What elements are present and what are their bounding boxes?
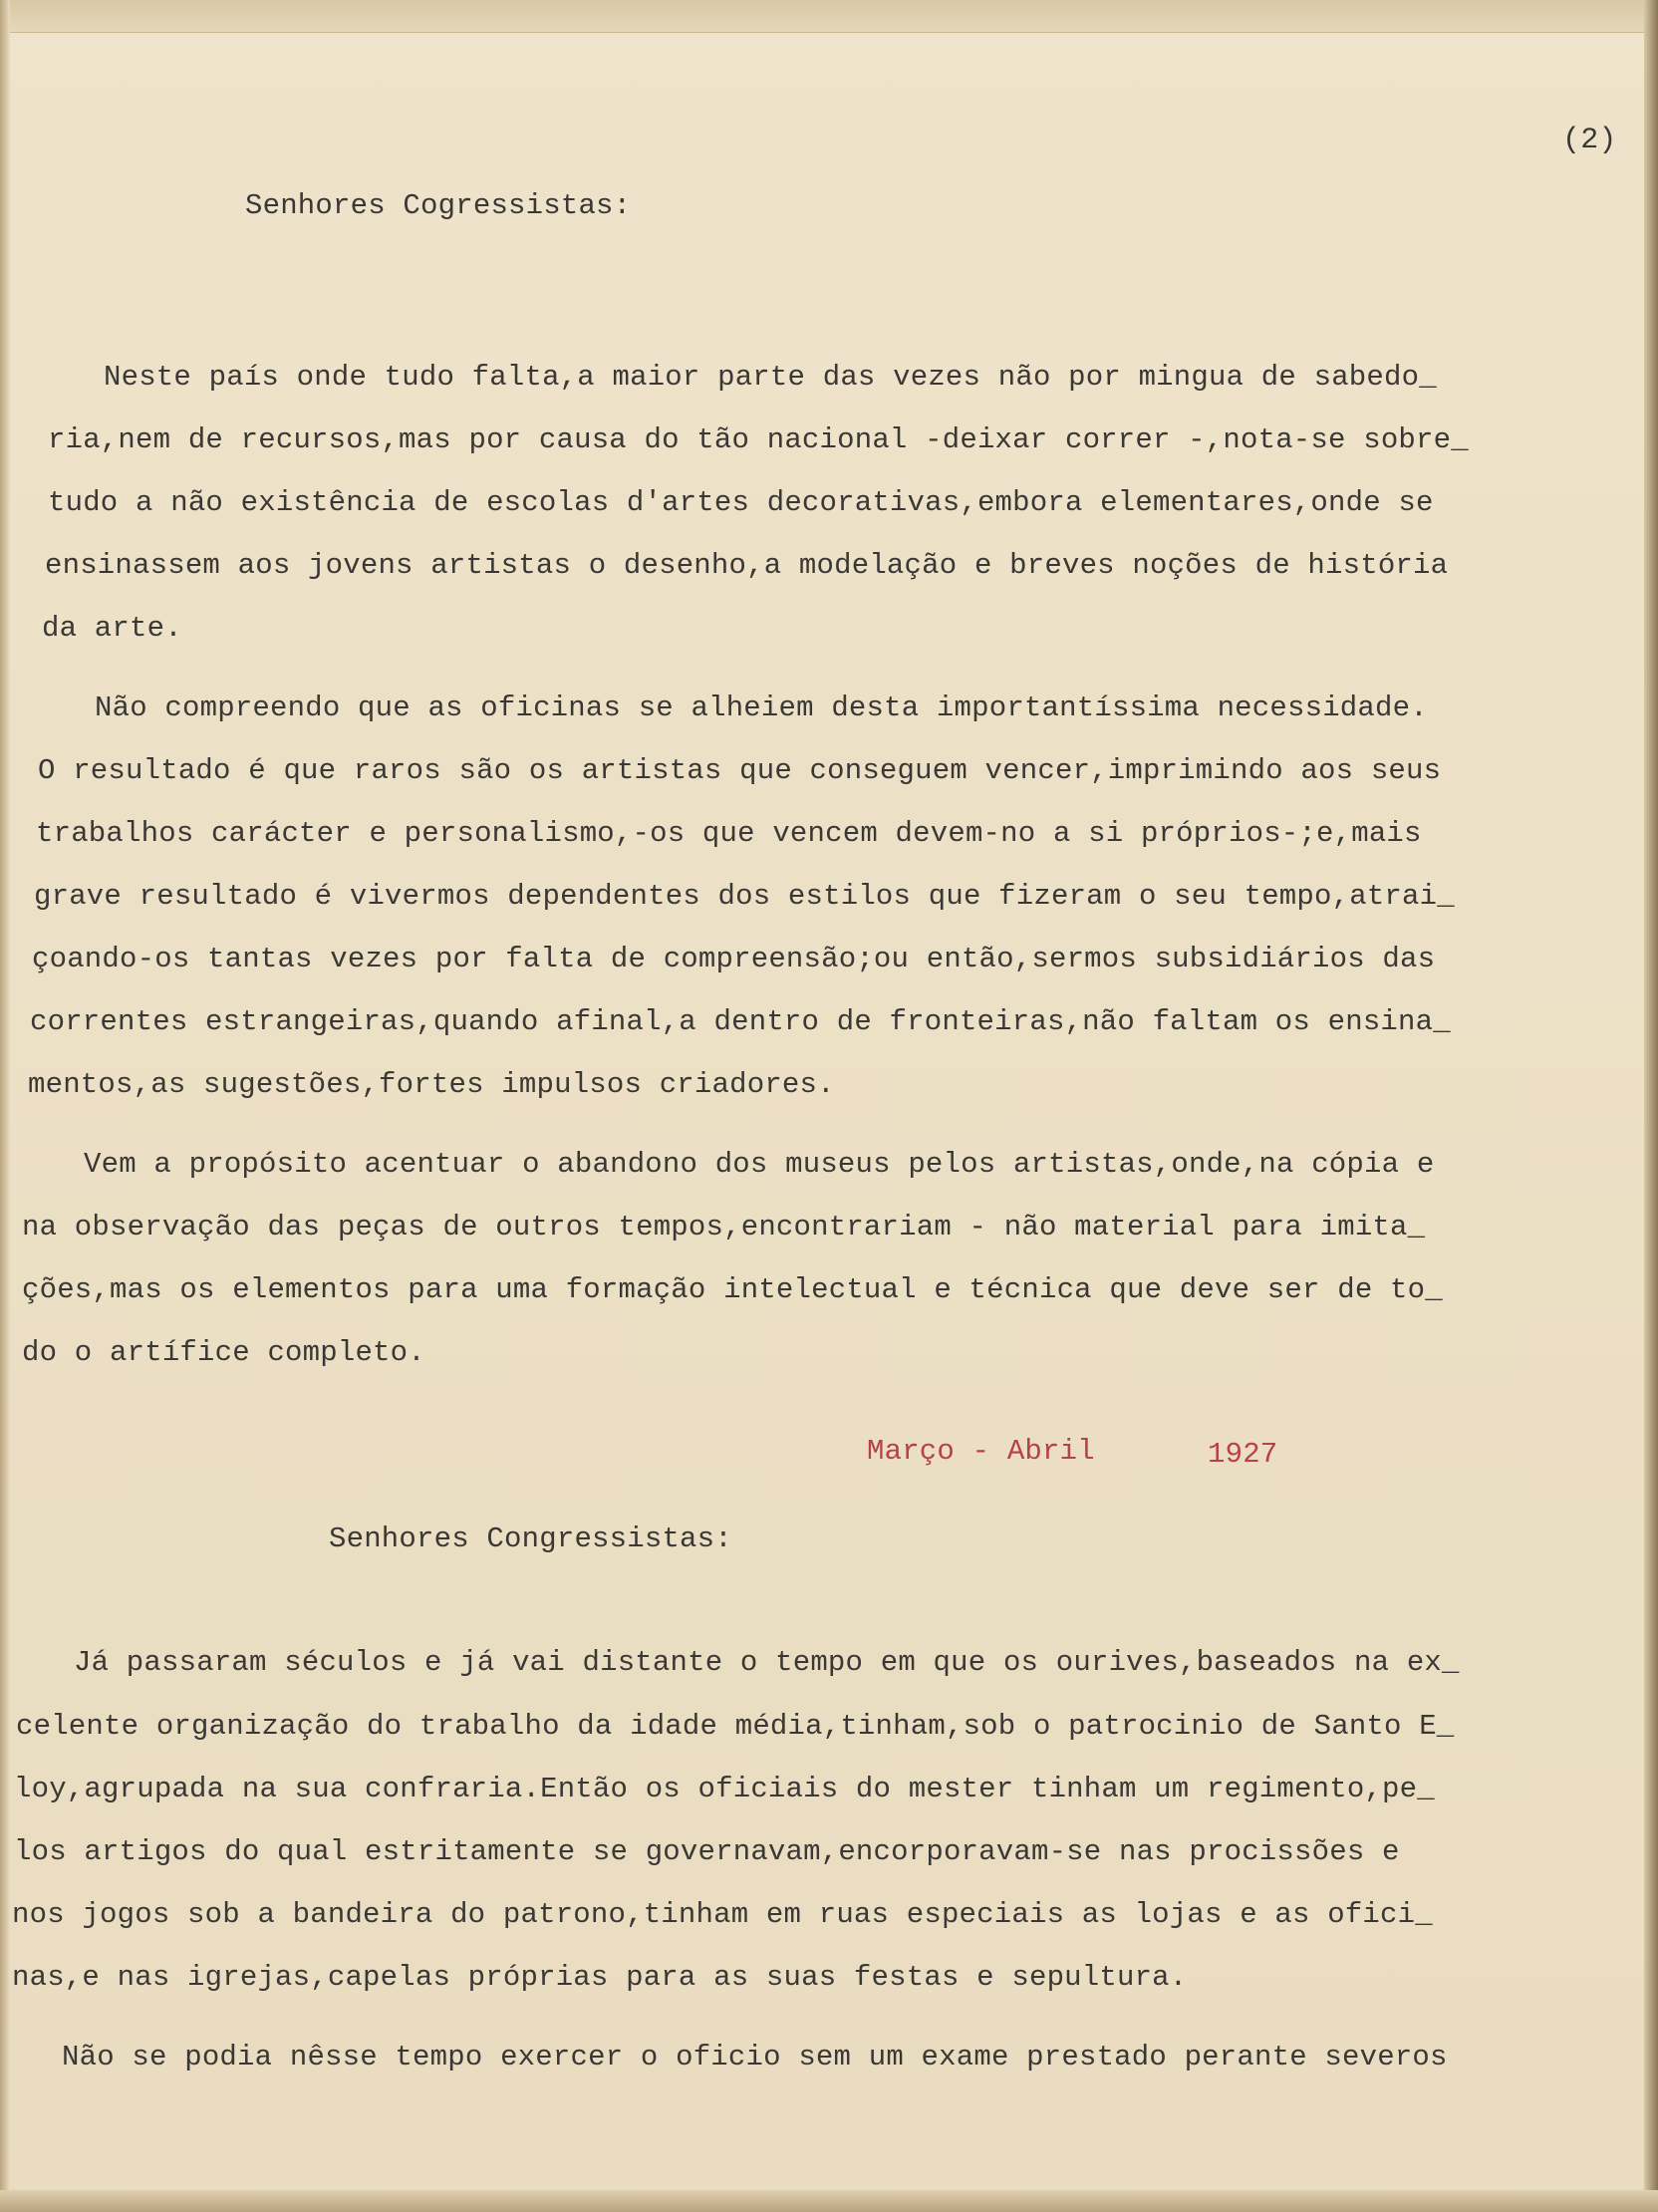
page-bottom-edge xyxy=(0,2190,1658,2212)
paragraph-line: trabalhos carácter e personalismo,-os que vencem devem-no a si próprios-;e,mais xyxy=(36,817,1422,850)
paragraph-line: çoando-os tantas vezes por falta de compreensão;ou então,sermos subsidiários das xyxy=(32,943,1436,975)
paragraph-line: nas,e nas igrejas,capelas próprias para as suas festas e sepultura. xyxy=(12,1961,1188,1994)
paragraph-line: mentos,as sugestões,fortes impulsos criadores. xyxy=(28,1068,835,1101)
date-year: 1927 xyxy=(1208,1438,1278,1471)
page-left-edge xyxy=(0,0,10,2212)
paragraph-line: Vem a propósito acentuar o abandono dos museus pelos artistas,onde,na cópia e xyxy=(84,1148,1435,1181)
paragraph-line: correntes estrangeiras,quando afinal,a dentro de fronteiras,não faltam os ensina_ xyxy=(30,1005,1451,1038)
salutation-1: Senhores Cogressistas: xyxy=(245,189,632,222)
page-right-edge xyxy=(1644,0,1658,2212)
paragraph-line: Já passaram séculos e já vai distante o tempo em que os ourives,baseados na ex_ xyxy=(74,1646,1460,1679)
paragraph-line: Não compreendo que as oficinas se alheiem desta importantíssima necessidade. xyxy=(95,691,1428,724)
paragraph-line: O resultado é que raros são os artistas que conseguem vencer,imprimindo aos seus xyxy=(38,754,1442,787)
paragraph-line: Não se podia nêsse tempo exercer o oficio sem um exame prestado perante severos xyxy=(62,2041,1448,2074)
paragraph-line: ções,mas os elementos para uma formação intelectual e técnica que deve ser de to_ xyxy=(22,1273,1443,1306)
paragraph-line: na observação das peças de outros tempos,encontrariam - não material para imita_ xyxy=(22,1211,1426,1244)
paragraph-line: celente organização do trabalho da idade média,tinham,sob o patrocinio de Santo E_ xyxy=(16,1710,1455,1743)
page-top-edge xyxy=(0,0,1658,33)
paragraph-line: ria,nem de recursos,mas por causa do tão nacional -deixar correr -,nota-se sobre_ xyxy=(48,423,1469,456)
paragraph-line: los artigos do qual estritamente se governavam,encorporavam-se nas procissões e xyxy=(14,1835,1400,1868)
paragraph-line: Neste país onde tudo falta,a maior parte das vezes não por mingua de sabedo_ xyxy=(104,361,1437,394)
date-months: Março - Abril xyxy=(867,1435,1095,1468)
salutation-2: Senhores Congressistas: xyxy=(329,1522,732,1555)
paragraph-line: tudo a não existência de escolas d'artes decorativas,embora elementares,onde se xyxy=(48,486,1434,519)
paragraph-line: da arte. xyxy=(42,612,182,645)
page-number: (2) xyxy=(1562,124,1617,157)
paragraph-line: ensinassem aos jovens artistas o desenho,a modelação e breves noções de história xyxy=(45,549,1449,582)
paragraph-line: loy,agrupada na sua confraria.Então os oficiais do mester tinham um regimento,pe_ xyxy=(14,1773,1435,1805)
paragraph-line: nos jogos sob a bandeira do patrono,tinham em ruas especiais as lojas e as ofici_ xyxy=(12,1898,1433,1931)
paragraph-line: grave resultado é vivermos dependentes dos estilos que fizeram o seu tempo,atrai_ xyxy=(34,880,1455,913)
paragraph-line: do o artífice completo. xyxy=(22,1336,425,1369)
